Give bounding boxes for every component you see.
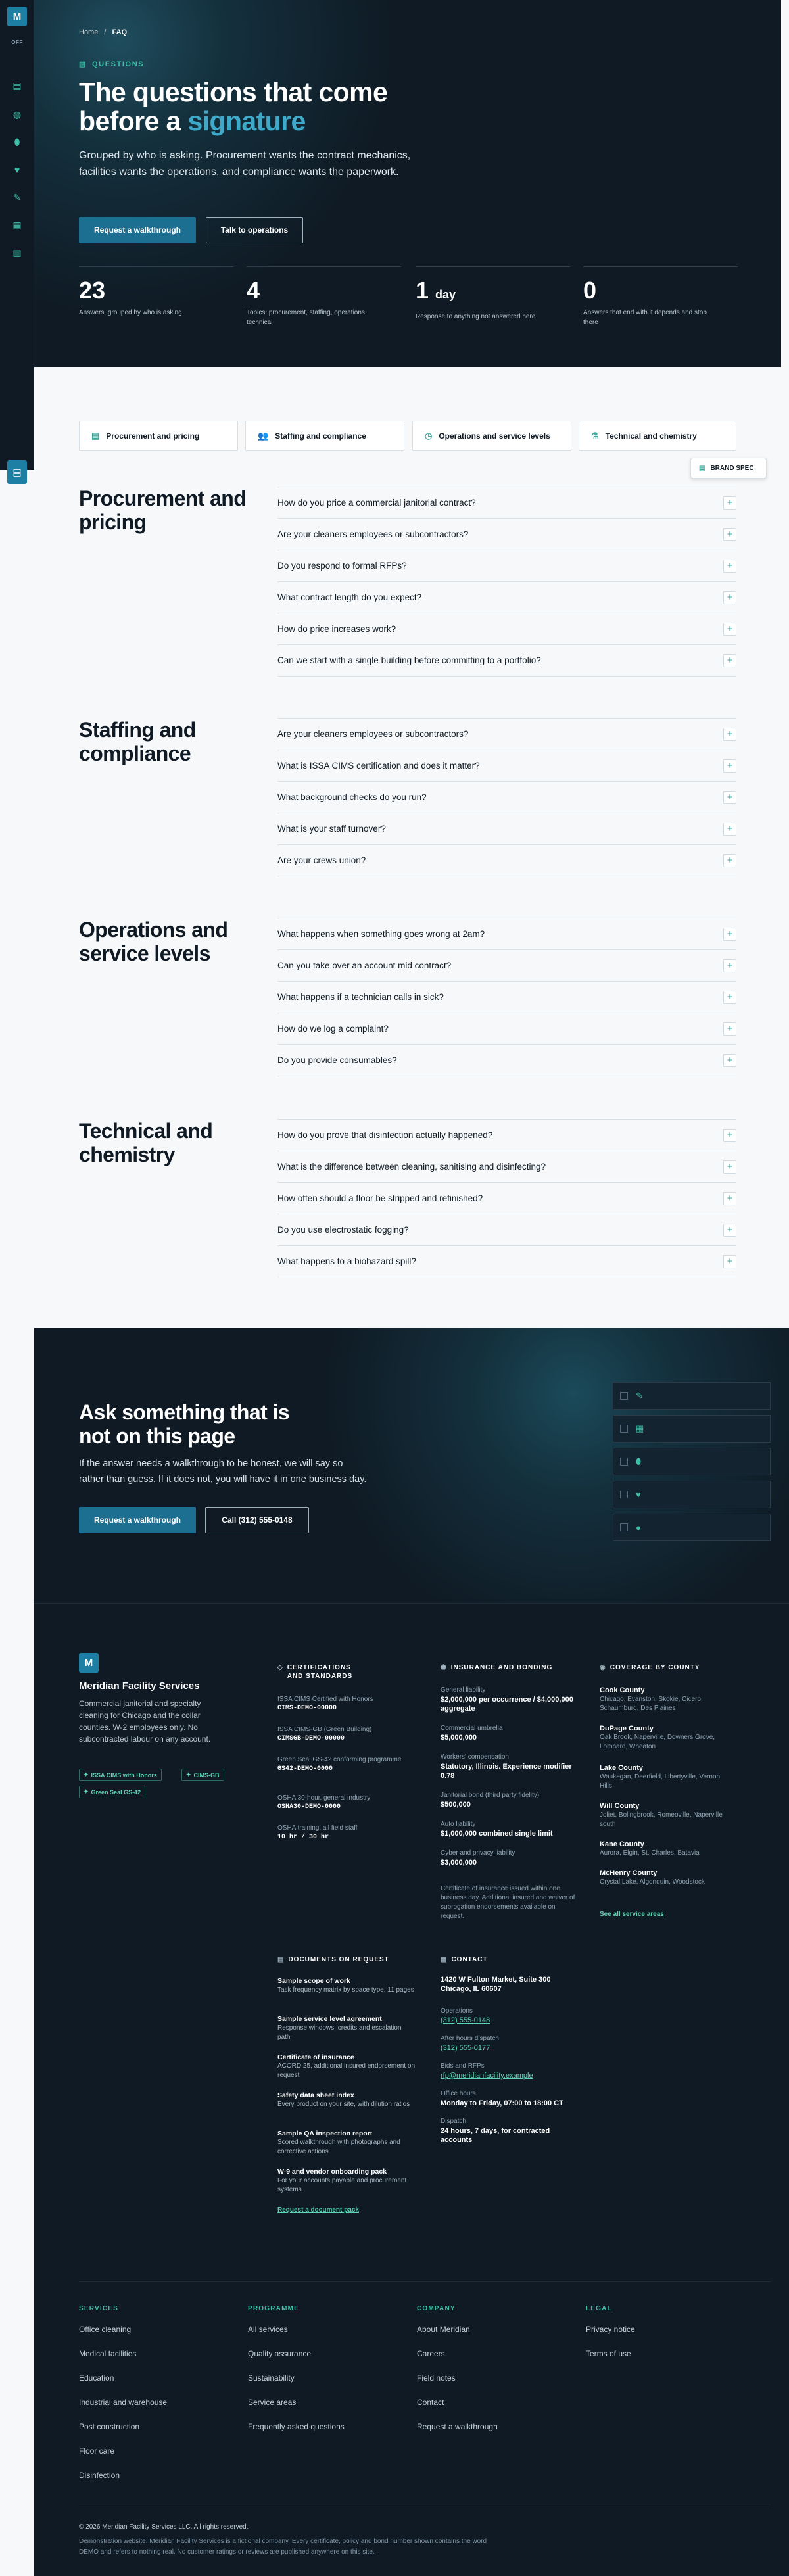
stat-unit: day — [435, 288, 456, 301]
tab-staffing[interactable] — [245, 421, 404, 451]
footer-logo[interactable]: M — [79, 1653, 99, 1673]
tab-label: Operations and service levels — [439, 431, 550, 441]
document-item — [277, 2091, 416, 2109]
county-name: DuPage County — [600, 1725, 654, 1732]
faq-question: What is ISSA CIMS certification and does it matter? — [277, 761, 480, 771]
request-walkthrough-button[interactable]: Request a walkthrough — [79, 1507, 196, 1533]
plus-icon[interactable]: + — [723, 623, 736, 636]
contact-value: 24 hours, 7 days, for contracted accounts — [441, 2127, 550, 2144]
document-name: Sample service level agreement — [277, 2015, 382, 2023]
plus-icon[interactable]: + — [723, 759, 736, 773]
plus-icon[interactable]: + — [723, 1129, 736, 1142]
eyebrow — [79, 60, 144, 68]
nav-link[interactable]: Frequently asked questions — [248, 2422, 345, 2431]
county-towns: Crystal Lake, Algonquin, Woodstock — [600, 1878, 705, 1886]
spray-icon: ♥ — [636, 1489, 641, 1500]
check-icon: ✦ — [84, 1788, 89, 1795]
faq-question: How do you price a commercial janitorial contract? — [277, 498, 476, 508]
document-item — [277, 2129, 416, 2157]
insurance-heading — [441, 1663, 552, 1672]
stat-zero — [583, 266, 738, 327]
cert-label: ISSA CIMS Certified with Honors — [277, 1696, 373, 1703]
check-icon: ✦ — [186, 1771, 191, 1778]
insurance-value: $3,000,000 — [441, 1859, 477, 1867]
county-towns: Waukegan, Deerfield, Libertyville, Vernon Hills — [600, 1773, 721, 1790]
nav-link[interactable]: Floor care — [79, 2446, 115, 2456]
faq-question: How do price increases work? — [277, 624, 396, 634]
plus-icon[interactable]: + — [723, 560, 736, 573]
county-name: Lake County — [600, 1764, 644, 1772]
request-walkthrough-button[interactable]: Request a walkthrough — [79, 217, 196, 243]
cert-label: OSHA 30-hour, general industry — [277, 1794, 371, 1801]
page-title-accent: signature — [187, 106, 306, 136]
globe-icon: ◉ — [600, 1664, 606, 1671]
clipboard-icon: ▤ — [699, 464, 705, 472]
nav-link[interactable]: All services — [248, 2325, 288, 2334]
option-row[interactable] — [613, 1415, 771, 1443]
plus-icon[interactable]: + — [723, 823, 736, 836]
cert-item — [277, 1755, 402, 1774]
tab-label: Staffing and compliance — [275, 431, 366, 441]
clipboard-selected-icon[interactable]: ▤ — [7, 460, 27, 484]
cert-number: GS42-DEMO-0000 — [277, 1765, 333, 1773]
nav-link[interactable]: Disinfection — [79, 2471, 120, 2480]
plus-icon[interactable]: + — [723, 1224, 736, 1237]
contact-operations — [441, 2007, 579, 2025]
nav-link[interactable]: Contact — [417, 2398, 444, 2407]
stat-label: Answers, grouped by who is asking — [79, 309, 182, 316]
document-desc: Scored walkthrough with photographs and corrective actions — [277, 2139, 400, 2155]
divider — [277, 676, 736, 677]
county-item — [600, 1840, 731, 1858]
faq-item[interactable] — [277, 918, 736, 949]
faq-question: Can we start with a single building before committing to a portfolio? — [277, 656, 541, 665]
faq-question: Are your cleaners employees or subcontractors? — [277, 729, 469, 739]
county-name: McHenry County — [600, 1869, 658, 1877]
operations-phone-link[interactable]: (312) 555-0148 — [441, 2016, 490, 2024]
ask-title: Ask something that is not on this page — [79, 1400, 289, 1448]
county-towns: Aurora, Elgin, St. Charles, Batavia — [600, 1849, 700, 1857]
county-name: Kane County — [600, 1840, 644, 1848]
doc-icon: ▤ — [277, 1956, 285, 1963]
nav-link[interactable]: Request a walkthrough — [417, 2422, 498, 2431]
divider — [34, 1603, 789, 1604]
certifications-heading — [277, 1663, 352, 1681]
faq-question: Do you provide consumables? — [277, 1055, 397, 1065]
copyright: © 2026 Meridian Facility Services LLC. All rights reserved. — [79, 2523, 249, 2531]
document-desc: Response windows, credits and escalation path — [277, 2024, 402, 2041]
clock-icon: ◷ — [425, 431, 433, 441]
page-title-main: The questions that come before a — [79, 77, 388, 136]
plus-icon[interactable]: + — [723, 959, 736, 972]
plus-icon[interactable]: + — [723, 528, 736, 541]
document-pack-link[interactable]: Request a document pack — [277, 2206, 359, 2214]
ask-section — [34, 1328, 789, 1603]
heading-line: CERTIFICATIONS — [287, 1664, 351, 1671]
nav-heading-programme: PROGRAMME — [248, 2305, 300, 2312]
faq-item[interactable] — [277, 781, 736, 813]
option-row[interactable] — [613, 1448, 771, 1475]
call-button[interactable]: Call (312) 555-0148 — [205, 1507, 309, 1533]
contact-label: Dispatch — [441, 2118, 466, 2125]
bottle-icon[interactable]: ⬮ — [14, 136, 20, 147]
contact-heading — [441, 1955, 488, 1964]
document-name: Sample QA inspection report — [277, 2130, 373, 2137]
rfp-email-link[interactable]: rfp@meridianfacility.example — [441, 2072, 533, 2080]
county-item — [600, 1763, 731, 1791]
check-icon: ✦ — [84, 1771, 89, 1778]
contact-bids — [441, 2062, 579, 2080]
county-towns: Joliet, Bolingbrook, Romeoville, Naperville south — [600, 1811, 723, 1828]
insurance-value: $1,000,000 combined single limit — [441, 1830, 553, 1838]
faq-question: Can you take over an account mid contract? — [277, 961, 452, 970]
brush-icon[interactable]: ✎ — [13, 191, 21, 203]
option-row[interactable] — [613, 1514, 771, 1541]
plus-icon[interactable]: + — [723, 1160, 736, 1174]
document-name: Safety data sheet index — [277, 2091, 354, 2099]
leaf-icon[interactable]: ◍ — [12, 108, 22, 120]
document-item — [277, 2015, 416, 2042]
doc-icon[interactable]: ▤ — [12, 80, 22, 91]
tab-operations[interactable] — [412, 421, 571, 451]
county-towns: Chicago, Evanston, Skokie, Cicero, Schaumburg, Des Plaines — [600, 1696, 703, 1712]
cert-number: 10 hr / 30 hr — [277, 1834, 329, 1841]
footer-company-name: Meridian Facility Services — [79, 1681, 200, 1692]
dispatch-phone-link[interactable]: (312) 555-0177 — [441, 2044, 490, 2052]
badge-cims — [79, 1769, 162, 1781]
county-name: Cook County — [600, 1686, 645, 1694]
syringe-icon: ✎ — [636, 1391, 643, 1400]
insurance-value: Statutory, Illinois. Experience modifier 0.78 — [441, 1763, 572, 1780]
doc-icon: ▤ — [79, 60, 87, 68]
document-desc: Task frequency matrix by space type, 11 pages — [277, 1986, 414, 1993]
stat-number: 1 — [416, 277, 429, 304]
section-title-technical: Technical and chemistry — [79, 1119, 213, 1166]
insurance-value: $2,000,000 per occurrence / $4,000,000 aggregate — [441, 1696, 573, 1713]
badge-greenseal — [79, 1786, 145, 1798]
tab-label: Procurement and pricing — [106, 431, 200, 441]
address — [441, 1975, 572, 1993]
stat-number: 0 — [583, 277, 597, 304]
plus-icon[interactable]: + — [723, 1255, 736, 1268]
cert-number: CIMS-DEMO-00000 — [277, 1705, 337, 1712]
documents-heading — [277, 1955, 389, 1964]
plus-icon[interactable]: + — [723, 1192, 736, 1205]
faq-question: How do we log a complaint? — [277, 1024, 389, 1034]
document-item — [277, 2053, 416, 2080]
stat-answers — [79, 266, 233, 318]
document-desc: For your accounts payable and procurement systems — [277, 2177, 407, 2193]
cert-label: OSHA training, all field staff — [277, 1825, 358, 1832]
faq-question: How often should a floor be stripped and refinished? — [277, 1193, 483, 1203]
heading-text: INSURANCE AND BONDING — [450, 1664, 553, 1671]
rail-version: OFF — [11, 39, 23, 45]
page-title — [79, 78, 447, 135]
brand-spec-label: BRAND SPEC — [710, 464, 754, 472]
spray-icon[interactable]: ♥ — [14, 164, 20, 175]
nav-link[interactable]: Careers — [417, 2349, 445, 2358]
plus-icon[interactable]: + — [723, 591, 736, 604]
contact-label: Office hours — [441, 2090, 476, 2097]
faq-question: What happens to a biohazard spill? — [277, 1256, 416, 1266]
document-item — [277, 2167, 416, 2195]
building-icon: ▦ — [636, 1423, 644, 1433]
service-areas-link[interactable]: See all service areas — [600, 1911, 664, 1918]
faq-item[interactable] — [277, 1182, 736, 1214]
breadcrumb-home[interactable]: Home — [79, 28, 99, 36]
section-title-procurement: Procurement and pricing — [79, 487, 247, 534]
nav-link[interactable]: Privacy notice — [586, 2325, 635, 2334]
heading-line: AND STANDARDS — [287, 1673, 353, 1680]
insurance-label: Janitorial bond (third party fidelity) — [441, 1792, 540, 1799]
checkbox[interactable] — [620, 1425, 628, 1433]
badge-label: ISSA CIMS with Honors — [91, 1771, 157, 1778]
faq-item[interactable] — [277, 844, 736, 876]
breadcrumb — [79, 28, 127, 36]
stat-number: 4 — [247, 277, 260, 304]
faq-item[interactable] — [277, 813, 736, 844]
faq-item[interactable] — [277, 718, 736, 750]
bottle-icon: ⬮ — [636, 1456, 642, 1466]
faq-item[interactable] — [277, 949, 736, 981]
cert-item — [277, 1824, 416, 1842]
heading-text: DOCUMENTS ON REQUEST — [288, 1956, 389, 1963]
county-item — [600, 1686, 731, 1713]
contact-dispatch — [441, 2117, 565, 2145]
faq-question: What is your staff turnover? — [277, 824, 386, 834]
section-title-operations: Operations and service levels — [79, 918, 228, 965]
insurance-label: General liability — [441, 1686, 486, 1694]
insurance-value: $500,000 — [441, 1801, 471, 1809]
people-icon: 👥 — [258, 431, 269, 441]
nav-link[interactable]: Quality assurance — [248, 2349, 312, 2358]
talk-to-operations-button[interactable]: Talk to operations — [206, 217, 303, 243]
breadcrumb-separator: / — [104, 28, 107, 36]
faq-item[interactable] — [277, 644, 736, 676]
insurance-item — [441, 1724, 579, 1742]
checkbox[interactable] — [620, 1523, 628, 1531]
heading-text: CONTACT — [451, 1956, 488, 1963]
faq-item[interactable] — [277, 750, 736, 781]
plus-icon[interactable]: + — [723, 791, 736, 804]
contact-value: Monday to Friday, 07:00 to 18:00 CT — [441, 2099, 563, 2107]
plus-icon[interactable]: + — [723, 991, 736, 1004]
insurance-item — [441, 1820, 579, 1838]
contact-hours — [441, 2089, 579, 2108]
cert-label: Green Seal GS-42 conforming programme — [277, 1756, 402, 1763]
faq-question: What happens when something goes wrong at 2am? — [277, 929, 485, 939]
side-rail — [0, 0, 34, 477]
cert-item — [277, 1794, 416, 1812]
footer — [34, 1603, 789, 2576]
hero — [0, 0, 781, 367]
checkbox[interactable] — [620, 1491, 628, 1498]
faq-question: What is the difference between cleaning, sanitising and disinfecting? — [277, 1162, 546, 1172]
insurance-label: Commercial umbrella — [441, 1725, 503, 1732]
insurance-item — [441, 1753, 579, 1780]
building-icon: ▦ — [441, 1956, 448, 1963]
disclaimer: Demonstration website. Meridian Facility Services is a fictional company. Every certificate, policy and bond number shown contains the word DEMO and refers to nothing real. No customer ratings or reviews are published anywhere on this site. — [79, 2538, 487, 2556]
tab-procurement[interactable] — [79, 421, 238, 451]
faq-question: Do you respond to formal RFPs? — [277, 561, 407, 571]
county-name: Will County — [600, 1802, 640, 1810]
stat-topics — [247, 266, 401, 327]
eyebrow-text: QUESTIONS — [92, 60, 145, 68]
document-name: Certificate of insurance — [277, 2053, 354, 2061]
clipboard-icon[interactable]: ▥ — [12, 247, 22, 258]
doc-icon: ▤ — [91, 431, 100, 441]
option-row[interactable] — [613, 1382, 771, 1410]
cert-item — [277, 1725, 416, 1744]
plus-icon[interactable]: + — [723, 928, 736, 941]
county-item — [600, 1869, 731, 1887]
contact-label: Bids and RFPs — [441, 2063, 485, 2070]
nav-heading-services: SERVICES — [79, 2305, 118, 2312]
nav-link[interactable]: Sustainability — [248, 2373, 295, 2383]
faq-question: Are your cleaners employees or subcontractors? — [277, 529, 469, 539]
faq-question: Are your crews union? — [277, 855, 366, 865]
nav-link[interactable]: Terms of use — [586, 2349, 631, 2358]
plus-icon[interactable]: + — [723, 728, 736, 741]
insurance-item — [441, 1849, 579, 1867]
cert-number: OSHA30-DEMO-0000 — [277, 1803, 341, 1811]
ask-description: If the answer needs a walkthrough to be honest, we will say so rather than guess. If it does not, you will have it in one business day. — [79, 1458, 367, 1485]
option-row[interactable] — [613, 1481, 771, 1508]
document-name: Sample scope of work — [277, 1977, 350, 1985]
faq-item[interactable] — [277, 487, 736, 518]
faq-item[interactable] — [277, 1013, 736, 1044]
faq-item[interactable] — [277, 1044, 736, 1076]
page-lede: Grouped by who is asking. Procurement wants the contract mechanics, facilities wants the operations, and compliance wants the paperwork. — [79, 150, 411, 178]
document-item — [277, 1976, 416, 1995]
badge-cimsgb — [181, 1769, 224, 1781]
insurance-item — [441, 1791, 579, 1809]
badge-label: CIMS-GB — [193, 1771, 220, 1778]
faq-question: What contract length do you expect? — [277, 592, 422, 602]
faq-item[interactable] — [277, 518, 736, 550]
nav-link[interactable]: About Meridian — [417, 2325, 470, 2334]
faq-item[interactable] — [277, 1151, 736, 1182]
stat-label: Response to anything not answered here — [416, 313, 536, 320]
stat-response — [416, 266, 570, 322]
faq-item[interactable] — [277, 1214, 736, 1245]
county-item — [600, 1801, 731, 1829]
nav-link[interactable]: Office cleaning — [79, 2325, 132, 2334]
faq-item[interactable] — [277, 981, 736, 1013]
nav-link[interactable]: Education — [79, 2373, 114, 2383]
nav-link[interactable]: Post construction — [79, 2422, 140, 2431]
nav-heading-legal: LEGAL — [586, 2305, 612, 2312]
plus-icon[interactable]: + — [723, 654, 736, 667]
faq-item[interactable] — [277, 581, 736, 613]
faq-question: What background checks do you run? — [277, 792, 427, 802]
address-text: 1420 W Fulton Market, Suite 300 Chicago, IL 60607 — [441, 1976, 551, 1993]
tab-technical[interactable] — [579, 421, 736, 451]
plus-icon[interactable]: + — [723, 1022, 736, 1036]
document-desc: ACORD 25, additional insured endorsement on request — [277, 2063, 416, 2079]
heading-text: COVERAGE BY COUNTY — [610, 1664, 700, 1671]
insurance-note: Certificate of insurance issued within one business day. Additional insured and waiver of subrogation endorsements available on request. — [441, 1885, 575, 1920]
faq-item[interactable] — [277, 1245, 736, 1277]
insurance-label: Cyber and privacy liability — [441, 1849, 515, 1857]
shield-icon: ◇ — [277, 1664, 283, 1671]
nav-link[interactable]: Industrial and warehouse — [79, 2398, 168, 2407]
checkbox[interactable] — [620, 1392, 628, 1400]
document-name: W-9 and vendor onboarding pack — [277, 2168, 387, 2176]
plus-icon[interactable]: + — [723, 854, 736, 867]
faq-question: How do you prove that disinfection actually happened? — [277, 1130, 493, 1140]
flask-icon: ⚗ — [591, 431, 599, 441]
section-title-staffing: Staffing and compliance — [79, 718, 196, 765]
plus-icon[interactable]: + — [723, 1054, 736, 1067]
rail-logo[interactable]: M — [7, 7, 27, 26]
faq-item[interactable] — [277, 613, 736, 644]
stat-label: Topics: procurement, staffing, operations, technical — [247, 309, 367, 326]
checkbox[interactable] — [620, 1458, 628, 1466]
insurance-item — [441, 1686, 579, 1713]
cert-item — [277, 1695, 416, 1713]
contact-after-hours — [441, 2034, 579, 2053]
nav-link[interactable]: Medical facilities — [79, 2349, 137, 2358]
drop-icon: ● — [636, 1522, 641, 1533]
badge-label: Green Seal GS-42 — [91, 1788, 141, 1796]
insurance-label: Workers' compensation — [441, 1753, 509, 1761]
building-icon[interactable]: ▦ — [12, 219, 22, 230]
contact-label: After hours dispatch — [441, 2035, 499, 2042]
cert-number: CIMSGB-DEMO-00000 — [277, 1735, 345, 1742]
coverage-heading — [600, 1663, 700, 1672]
insurance-label: Auto liability — [441, 1821, 476, 1828]
faq-item[interactable] — [277, 550, 736, 581]
county-item — [600, 1724, 731, 1752]
stat-number: 23 — [79, 277, 106, 304]
divider — [79, 2281, 771, 2282]
nav-heading-company: COMPANY — [417, 2305, 456, 2312]
contact-label: Operations — [441, 2007, 473, 2015]
nav-link[interactable]: Service areas — [248, 2398, 297, 2407]
brand-spec-button[interactable] — [690, 458, 767, 479]
faq-question: What happens if a technician calls in sick? — [277, 992, 444, 1002]
document-desc: Every product on your site, with dilution ratios — [277, 2101, 410, 2108]
nav-link[interactable]: Field notes — [417, 2373, 456, 2383]
stat-label: Answers that end with it depends and stop there — [583, 309, 707, 326]
breadcrumb-current: FAQ — [112, 28, 128, 36]
faq-item[interactable] — [277, 1119, 736, 1151]
shield-icon: ⬟ — [441, 1664, 447, 1671]
cert-label: ISSA CIMS-GB (Green Building) — [277, 1726, 372, 1733]
footer-description: Commercial janitorial and specialty cleaning for Chicago and the collar counties. W-2 employees only. No subcontracted labour on any account. — [79, 1699, 211, 1744]
plus-icon[interactable]: + — [723, 496, 736, 510]
county-towns: Oak Brook, Naperville, Downers Grove, Lombard, Wheaton — [600, 1734, 715, 1750]
tab-label: Technical and chemistry — [605, 431, 697, 441]
faq-question: Do you use electrostatic fogging? — [277, 1225, 409, 1235]
insurance-value: $5,000,000 — [441, 1734, 477, 1742]
